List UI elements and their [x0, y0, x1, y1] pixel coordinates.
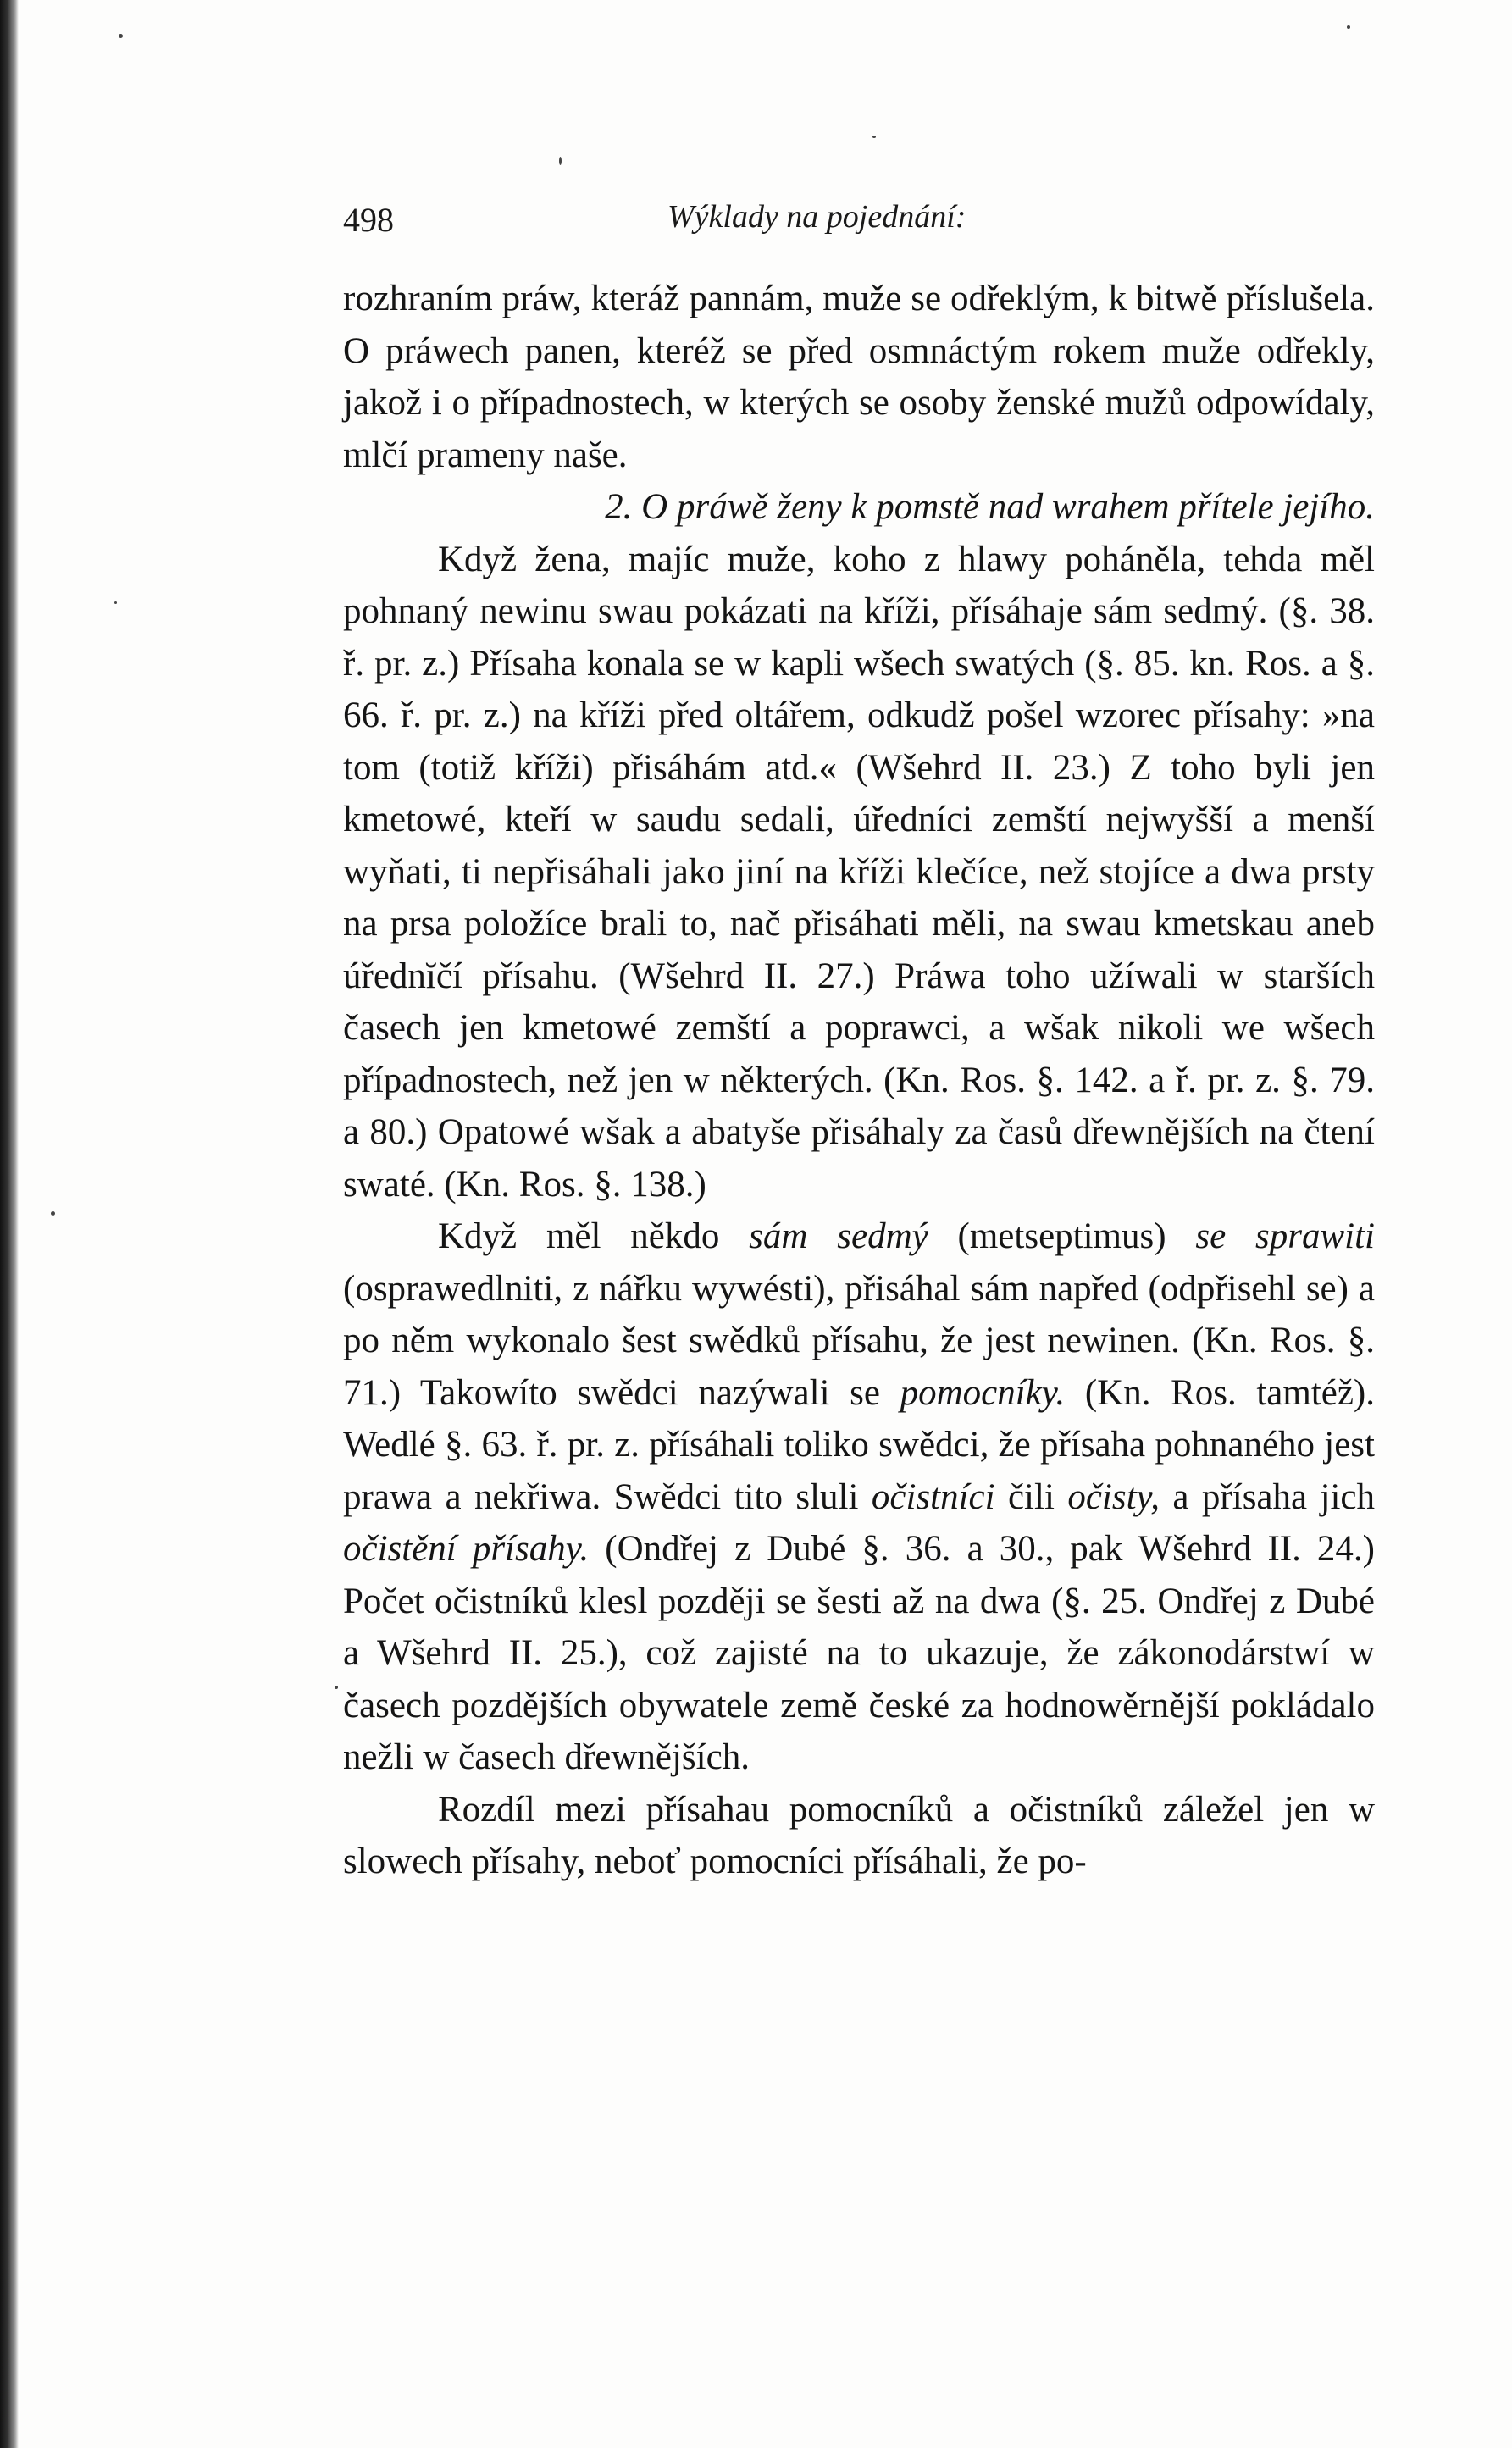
paper-speck — [51, 1211, 55, 1216]
emphasis-term: sám sedmý — [749, 1216, 928, 1256]
section-heading: 2. O práwě ženy k pomstě nad wrahem přítele jejího. — [605, 487, 1375, 527]
emphasis-term: se sprawiti — [1195, 1216, 1376, 1256]
text-run: (osprawedlniti, z nářku wywésti), přisáhal sám napřed (odpřisehl se) a po něm wykonalo šest swědků přísahu, že jest newinen. (Kn. Ros. §. 71.) Takowíto swědci nazýwali se — [343, 1268, 1375, 1413]
paragraph-oath: Když žena, majíc muže, koho z hlawy poháněla, tehda měl pohnaný newinu swau pokázati na kříži, přísáhaje sám sedmý. (§. 38. ř. pr. z.) Přísaha konala se w kapli wšech swatých (§. 85. kn. Ros. a §. 66. ř. pr. z.) na kříži před oltářem, odkudž pošel wzorec přísahy: »na tom (totiž kříži) přisáhám atd.« (Wšehrd II. 23.) Z toho byli jen kmetowé, kteří w saudu sedali, úředníci zemští nejwyšší a menší wyňati, ti nepřisáhali jako jiní na kříži klečíce, než stojíce a dwa prsty na prsa položíce brali to, nač přisáhati měli, na swau kmetskau aneb úřednĭčí přísahu. (Wšehrd II. 27.) Práwa toho užíwali w starších časech jen kmetowé zemští a poprawci, a wšak nikoli we wšech případnostech, než jen w některých. (Kn. Ros. §. 142. a ř. pr. z. §. 79. a 80.) Opatowé wšak a abatyše přisáhaly za časů dřewnějších na čtení swaté. (Kn. Ros. §. 138.) — [343, 539, 1375, 1205]
paper-speck — [1347, 25, 1350, 29]
paragraph-continuation: rozhraním práw, kteráž pannám, muže se odřeklým, k bitwě příslušela. O práwech panen, kteréž se před osmnáctým rokem muže odřekly, jakož i o případnostech, w kterých se osoby ženské mužů odpowídaly, mlčí prameny naše. — [343, 279, 1375, 475]
paper-speck — [114, 601, 117, 604]
emphasis-term: očisty, — [1067, 1476, 1160, 1517]
text-run: čili — [994, 1476, 1068, 1517]
paragraph-difference: Rozdíl mezi přísahau pomocníků a očistníků záležel jen w slowech přísahy, neboť pomocníci přísáhali, že po- — [343, 1789, 1375, 1881]
text-run: (metseptimus) — [928, 1216, 1196, 1256]
emphasis-term: očistníci — [871, 1476, 995, 1517]
paper-speck — [119, 34, 123, 38]
paper-speck — [559, 157, 562, 165]
text-run: (Kn. Ros. tamtéž). Wedlé §. 63. ř. pr. z. přísáhali toliko swědci, že přísaha pohnaného jest prawa a nekřiwa. Swědci tito sluli — [343, 1372, 1376, 1517]
paragraph-compurgators — [343, 1210, 1375, 1784]
body-text — [343, 273, 1375, 1888]
paper-speck — [335, 1686, 338, 1689]
running-title: Wýklady na pojednání: — [667, 199, 966, 235]
page-binding-edge — [0, 0, 19, 2448]
emphasis-term: očistění přísahy. — [343, 1529, 590, 1569]
page-number: 498 — [343, 201, 394, 239]
running-header — [343, 193, 1372, 244]
text-run: a přísaha jich — [1160, 1476, 1375, 1517]
text-run: (Ondřej z Dubé §. 36. a 30., pak Wšehrd II. 24.) Počet očistníků klesl později se šesti až na dwa (§. 25. Ondřej z Dubé a Wšehrd II. 25.), což zajisté na to ukazuje, že zákonodárstwí w časech pozdějších obywatele země české za hodnowěrnější pokládalo nežli w časech dřewnějších. — [343, 1529, 1376, 1777]
emphasis-term: pomocníky. — [900, 1372, 1066, 1413]
text-run: Když měl někdo — [438, 1216, 750, 1256]
paper-speck — [872, 136, 876, 138]
